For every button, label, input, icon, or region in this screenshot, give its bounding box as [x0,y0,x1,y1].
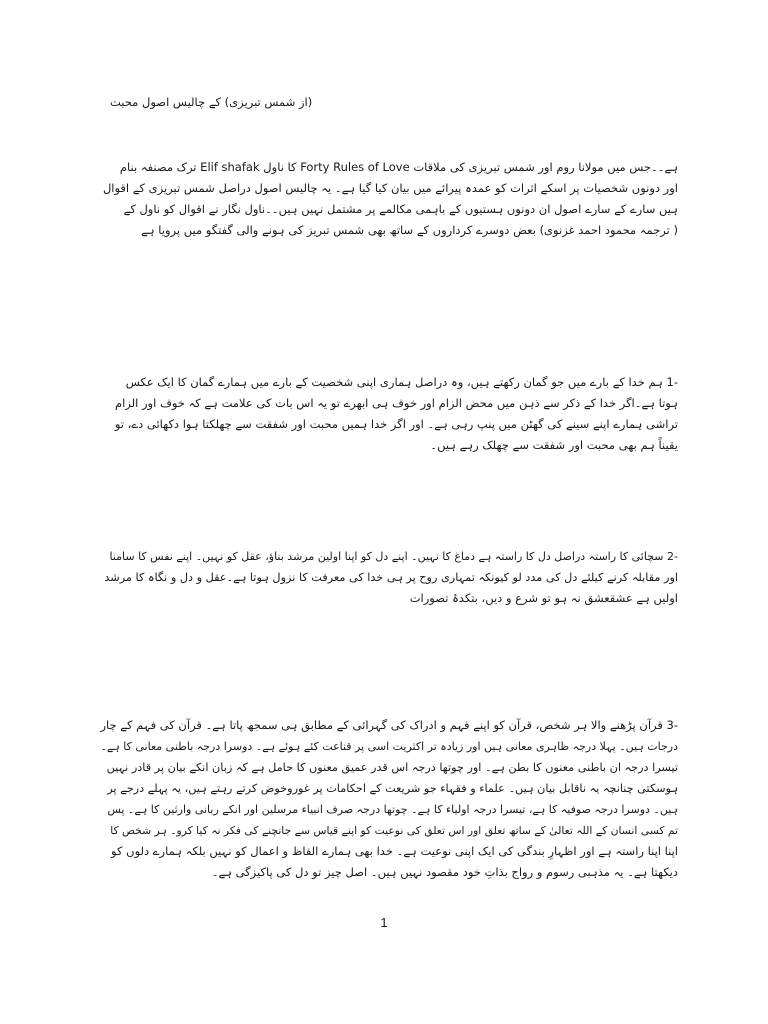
intro-line: اور دونوں شخصیات پر اسکے اثرات کو عمدہ پیرائے میں بیان کیا گیا ہے۔ یہ چالیس اصول دراصل شمس تبریزی کے اقوال [102,181,678,195]
rule-3-line: ہیں۔ دوسرا درجہ صوفیہ کا ہے، تیسرا درجہ اولیاء کا ہے۔ چوتھا درجہ صرف انبیاء مرسلین اور انکے ربانی وارثین کا ہے۔ پس [107,803,678,816]
rule-3-line: تیسرا درجہ ان باطنی معنوں کا بطن ہے۔ اور چوتھا درجہ اس قدر عمیق معنوں کا حامل ہے کہ زبان انکے بیان پر قادر نہیں [106,761,678,774]
rule-1-line: -1 ہم خدا کے بارے میں جو گمان رکھتے ہیں، وہ دراصل ہماری اپنی شخصیت کے بارے میں ہمارے گمان کا ایک عکس [125,375,678,389]
document-title [110,92,360,113]
rule-3-line: ہوسکتی چنانچہ یہ ناقابل بیان ہیں۔ علماء و فقہاء جو شریعت کے احکامات پر غوروخوض کرتے رہتے ہیں، یہ پہلے درجے پر [107,782,678,795]
intro-line: ہیں سارے کے سارے اصول ان دونوں ہستیوں کے باہمی مکالمے پر مشتمل نہیں ہیں۔۔ناول نگار نے اقوال کو ناول کے [123,202,678,216]
rule-3-line: اپنا اپنا راستہ ہے اور اظہارِ بندگی کی ایک اپنی نوعیت ہے۔ خدا بھی ہمارے الفاظ و اعمال کو نہیں بلکہ ہمارے دلوں کو [111,844,678,858]
rule-3-line: درجات ہیں۔ پہلا درجہ ظاہری معانی ہیں اور زیادہ تر اکثریت اسی پر قناعت کئے ہوئے ہے۔ دوسرا درجہ باطنی معانی کا ہے۔ [100,740,678,753]
rule-2-paragraph [100,546,678,609]
rule-3-line: تم کسی انسان کے اللہ تعالیٰ کے ساتھ تعلق اور اس تعلق کی نوعیت کو اپنے قیاس سے جانچنے کی فکر نہ کیا کرو۔ ہر شخص کا [110,824,678,837]
rule-3-paragraph [100,715,678,883]
rule-2-line: اور مقابلہ کرنے کیلئے دل کی مدد لو کیونکہ تمہاری روح پر ہی خدا کی معرفت کا نزول ہوتا ہے۔عقل و دل و نگاہ کا مرشد [104,571,678,584]
rule-3-line: دیکھتا ہے۔ یہ مذہبی رسوم و رواج بذاتِ خود مقصود نہیں ہیں۔ اصل چیز تو دل کی پاکیزگی ہے۔ [211,865,678,879]
title-line: (از شمس تبریزی) کے چالیس اصول محبت [110,95,313,109]
rule-1-paragraph [100,372,678,456]
rule-2-line: اولیں ہے عشقعشق نہ ہو تو شرع و دیں، بتکدۂ تصورات [409,591,678,605]
rule-1-line: تراشی ہمارے اپنے سینے کی گھٹن میں پنپ رہی ہے۔ اور اگر خدا ہمیں محبت اور شفقت سے چھلکتا ہوا دکھائی دے، تو [114,417,678,431]
page-number: 1 [380,915,388,930]
rule-1-line: ہوتا ہے۔اگر خدا کے ذکر سے ذہن میں محض الزام اور خوف ہی ابھرے تو یہ اس بات کی علامت ہے کہ خوف اور الزام [114,396,678,410]
intro-paragraph [100,157,678,241]
rule-1-line: یقیناً ہم بھی محبت اور شفقت سے چھلک رہے ہیں۔ [430,438,678,452]
intro-line: ( ترجمہ محمود احمد غزنوی) بعض دوسرے کرداروں کے ساتھ بھی شمس تبریز کی ہونے والی گفتگو میں پرویا ہے [141,223,678,237]
rule-2-line: -2 سچائی کا راستہ دراصل دل کا راستہ ہے دماغ کا نہیں۔ اپنے دل کو اپنا اولین مرشد بناؤ، عقل کو نہیں۔ اپنے نفس کا سامنا [109,550,678,563]
intro-line: ہے۔۔جس میں مولانا روم اور شمس تبریزی کی ملاقات Forty Rules of Love کا ناول Elif shafak ترک مصنفہ بنام [119,160,678,174]
rule-3-line: -3 قرآن پڑھنے والا ہر شخص، قرآن کو اپنے فہم و ادراک کی گہرائی کے مطابق ہی سمجھ پاتا ہے۔ قرآن کی فہم کے چار [100,718,678,732]
